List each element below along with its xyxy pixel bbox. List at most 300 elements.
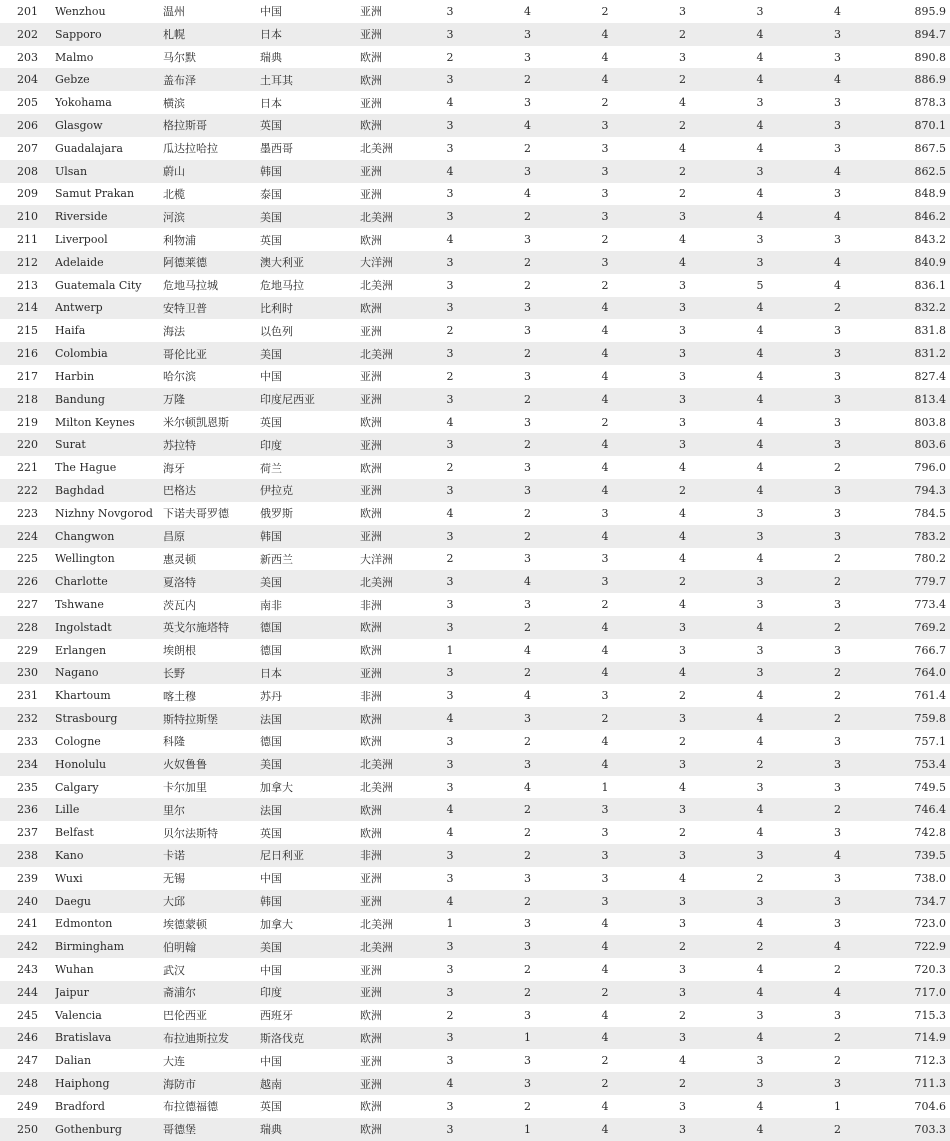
city-en-cell: Bandung: [55, 388, 163, 411]
country-cell: 加拿大: [260, 776, 360, 799]
score-6-cell: 3: [780, 525, 895, 548]
score-3-cell: 2: [585, 1049, 625, 1072]
city-en-cell: Wenzhou: [55, 0, 163, 23]
score-5-cell: 3: [740, 502, 780, 525]
continent-cell: 亚洲: [360, 433, 430, 456]
continent-cell: 北美洲: [360, 570, 430, 593]
score-5-cell: 4: [740, 821, 780, 844]
score-2-cell: 3: [470, 91, 585, 114]
continent-cell: 亚洲: [360, 981, 430, 1004]
score-6-cell: 3: [780, 319, 895, 342]
score-5-cell: 4: [740, 981, 780, 1004]
score-5-cell: 3: [740, 1004, 780, 1027]
continent-cell: 北美洲: [360, 205, 430, 228]
score-3-cell: 4: [585, 753, 625, 776]
score-4-cell: 2: [625, 183, 740, 206]
score-2-cell: 3: [470, 46, 585, 69]
score-3-cell: 4: [585, 525, 625, 548]
rank-cell: 227: [0, 593, 55, 616]
rank-cell: 247: [0, 1049, 55, 1072]
city-cn-cell: 火奴鲁鲁: [163, 753, 260, 776]
score-1-cell: 3: [430, 844, 470, 867]
city-en-cell: Wellington: [55, 548, 163, 571]
score-4-cell: 4: [625, 776, 740, 799]
city-en-cell: Erlangen: [55, 639, 163, 662]
score-6-cell: 3: [780, 23, 895, 46]
country-cell: 中国: [260, 958, 360, 981]
score-3-cell: 3: [585, 821, 625, 844]
score-2-cell: 3: [470, 548, 585, 571]
score-5-cell: 4: [740, 730, 780, 753]
score-1-cell: 4: [430, 890, 470, 913]
score-1-cell: 3: [430, 867, 470, 890]
city-cn-cell: 里尔: [163, 798, 260, 821]
country-cell: 英国: [260, 228, 360, 251]
country-cell: 土耳其: [260, 68, 360, 91]
total-score-cell: 779.7: [895, 570, 950, 593]
score-5-cell: 2: [740, 753, 780, 776]
table-row: [0, 433, 950, 456]
city-en-cell: Jaipur: [55, 981, 163, 1004]
score-1-cell: 3: [430, 251, 470, 274]
city-en-cell: Daegu: [55, 890, 163, 913]
score-3-cell: 2: [585, 593, 625, 616]
score-4-cell: 2: [625, 114, 740, 137]
city-en-cell: Surat: [55, 433, 163, 456]
table-row: [0, 1004, 950, 1027]
total-score-cell: 773.4: [895, 593, 950, 616]
score-3-cell: 3: [585, 867, 625, 890]
table-row: [0, 274, 950, 297]
score-2-cell: 2: [470, 433, 585, 456]
score-3-cell: 4: [585, 297, 625, 320]
score-1-cell: 3: [430, 342, 470, 365]
score-5-cell: 3: [740, 639, 780, 662]
country-cell: 日本: [260, 23, 360, 46]
table-row: [0, 867, 950, 890]
total-score-cell: 895.9: [895, 0, 950, 23]
continent-cell: 欧洲: [360, 114, 430, 137]
score-2-cell: 3: [470, 456, 585, 479]
score-2-cell: 3: [470, 753, 585, 776]
score-6-cell: 2: [780, 616, 895, 639]
score-2-cell: 2: [470, 205, 585, 228]
table-row: [0, 388, 950, 411]
score-2-cell: 3: [470, 365, 585, 388]
score-6-cell: 3: [780, 502, 895, 525]
city-en-cell: Samut Prakan: [55, 183, 163, 206]
score-3-cell: 3: [585, 137, 625, 160]
city-en-cell: Wuhan: [55, 958, 163, 981]
score-2-cell: 3: [470, 913, 585, 936]
continent-cell: 亚洲: [360, 1049, 430, 1072]
score-3-cell: 3: [585, 844, 625, 867]
total-score-cell: 769.2: [895, 616, 950, 639]
city-cn-cell: 盖布泽: [163, 68, 260, 91]
city-en-cell: Baghdad: [55, 479, 163, 502]
continent-cell: 亚洲: [360, 183, 430, 206]
rank-cell: 222: [0, 479, 55, 502]
score-5-cell: 4: [740, 388, 780, 411]
score-1-cell: 3: [430, 593, 470, 616]
total-score-cell: 722.9: [895, 935, 950, 958]
country-cell: 西班牙: [260, 1004, 360, 1027]
country-cell: 危地马拉: [260, 274, 360, 297]
city-en-cell: Birmingham: [55, 935, 163, 958]
city-cn-cell: 伯明翰: [163, 935, 260, 958]
continent-cell: 欧洲: [360, 707, 430, 730]
total-score-cell: 766.7: [895, 639, 950, 662]
score-4-cell: 2: [625, 935, 740, 958]
continent-cell: 亚洲: [360, 662, 430, 685]
continent-cell: 亚洲: [360, 958, 430, 981]
country-cell: 中国: [260, 1049, 360, 1072]
score-4-cell: 3: [625, 616, 740, 639]
score-5-cell: 4: [740, 114, 780, 137]
score-2-cell: 3: [470, 707, 585, 730]
score-4-cell: 3: [625, 433, 740, 456]
score-2-cell: 3: [470, 319, 585, 342]
table-row: [0, 1072, 950, 1095]
score-5-cell: 5: [740, 274, 780, 297]
score-2-cell: 3: [470, 867, 585, 890]
city-en-cell: Khartoum: [55, 684, 163, 707]
continent-cell: 非洲: [360, 593, 430, 616]
score-3-cell: 4: [585, 319, 625, 342]
table-row: [0, 639, 950, 662]
score-4-cell: 3: [625, 639, 740, 662]
city-cn-cell: 海牙: [163, 456, 260, 479]
total-score-cell: 862.5: [895, 160, 950, 183]
table-row: [0, 365, 950, 388]
rank-cell: 237: [0, 821, 55, 844]
score-6-cell: 3: [780, 753, 895, 776]
score-1-cell: 1: [430, 639, 470, 662]
country-cell: 美国: [260, 753, 360, 776]
score-1-cell: 3: [430, 616, 470, 639]
score-1-cell: 3: [430, 0, 470, 23]
city-en-cell: Haiphong: [55, 1072, 163, 1095]
score-3-cell: 4: [585, 23, 625, 46]
city-en-cell: Wuxi: [55, 867, 163, 890]
table-row: [0, 684, 950, 707]
score-2-cell: 2: [470, 68, 585, 91]
score-6-cell: 3: [780, 411, 895, 434]
score-5-cell: 4: [740, 411, 780, 434]
score-6-cell: 3: [780, 433, 895, 456]
total-score-cell: 742.8: [895, 821, 950, 844]
score-1-cell: 2: [430, 46, 470, 69]
score-2-cell: 2: [470, 844, 585, 867]
total-score-cell: 764.0: [895, 662, 950, 685]
score-3-cell: 4: [585, 388, 625, 411]
score-4-cell: 3: [625, 958, 740, 981]
city-en-cell: Ingolstadt: [55, 616, 163, 639]
score-1-cell: 2: [430, 548, 470, 571]
score-3-cell: 2: [585, 707, 625, 730]
score-6-cell: 2: [780, 798, 895, 821]
score-5-cell: 4: [740, 68, 780, 91]
table-row: [0, 479, 950, 502]
total-score-cell: 714.9: [895, 1027, 950, 1050]
continent-cell: 北美洲: [360, 753, 430, 776]
score-4-cell: 3: [625, 844, 740, 867]
continent-cell: 北美洲: [360, 274, 430, 297]
country-cell: 中国: [260, 365, 360, 388]
score-5-cell: 4: [740, 46, 780, 69]
rank-cell: 224: [0, 525, 55, 548]
score-6-cell: 2: [780, 958, 895, 981]
score-6-cell: 3: [780, 1004, 895, 1027]
city-cn-cell: 大连: [163, 1049, 260, 1072]
score-2-cell: 3: [470, 935, 585, 958]
score-4-cell: 2: [625, 23, 740, 46]
rank-cell: 203: [0, 46, 55, 69]
score-4-cell: 4: [625, 1049, 740, 1072]
score-5-cell: 4: [740, 798, 780, 821]
country-cell: 德国: [260, 616, 360, 639]
table-row: [0, 1095, 950, 1118]
score-5-cell: 4: [740, 1095, 780, 1118]
continent-cell: 亚洲: [360, 365, 430, 388]
city-en-cell: Bradford: [55, 1095, 163, 1118]
score-3-cell: 2: [585, 91, 625, 114]
table-row: [0, 228, 950, 251]
country-cell: 印度: [260, 433, 360, 456]
score-5-cell: 4: [740, 319, 780, 342]
score-1-cell: 3: [430, 433, 470, 456]
rank-cell: 239: [0, 867, 55, 890]
table-row: [0, 183, 950, 206]
table-row: [0, 319, 950, 342]
rank-cell: 207: [0, 137, 55, 160]
table-row: [0, 251, 950, 274]
city-en-cell: Dalian: [55, 1049, 163, 1072]
table-row: [0, 1118, 950, 1141]
score-3-cell: 3: [585, 684, 625, 707]
city-en-cell: Nagano: [55, 662, 163, 685]
continent-cell: 亚洲: [360, 890, 430, 913]
score-1-cell: 3: [430, 1095, 470, 1118]
score-1-cell: 3: [430, 730, 470, 753]
score-6-cell: 4: [780, 935, 895, 958]
score-5-cell: 4: [740, 958, 780, 981]
country-cell: 越南: [260, 1072, 360, 1095]
score-5-cell: 4: [740, 1027, 780, 1050]
rank-cell: 234: [0, 753, 55, 776]
rank-cell: 249: [0, 1095, 55, 1118]
total-score-cell: 711.3: [895, 1072, 950, 1095]
score-2-cell: 3: [470, 297, 585, 320]
score-5-cell: 4: [740, 548, 780, 571]
score-4-cell: 3: [625, 707, 740, 730]
score-3-cell: 4: [585, 365, 625, 388]
country-cell: 中国: [260, 0, 360, 23]
score-4-cell: 2: [625, 1072, 740, 1095]
city-cn-cell: 埃朗根: [163, 639, 260, 662]
total-score-cell: 836.1: [895, 274, 950, 297]
city-en-cell: Kano: [55, 844, 163, 867]
table-row: [0, 821, 950, 844]
score-4-cell: 2: [625, 160, 740, 183]
table-row: [0, 844, 950, 867]
score-3-cell: 3: [585, 160, 625, 183]
city-cn-cell: 瓜达拉哈拉: [163, 137, 260, 160]
score-5-cell: 3: [740, 776, 780, 799]
total-score-cell: 734.7: [895, 890, 950, 913]
table-row: [0, 0, 950, 23]
country-cell: 韩国: [260, 160, 360, 183]
city-en-cell: Lille: [55, 798, 163, 821]
score-3-cell: 1: [585, 776, 625, 799]
table-row: [0, 91, 950, 114]
city-cn-cell: 万隆: [163, 388, 260, 411]
total-score-cell: 840.9: [895, 251, 950, 274]
score-4-cell: 3: [625, 913, 740, 936]
score-3-cell: 2: [585, 0, 625, 23]
rank-cell: 229: [0, 639, 55, 662]
rank-cell: 240: [0, 890, 55, 913]
continent-cell: 欧洲: [360, 1027, 430, 1050]
total-score-cell: 827.4: [895, 365, 950, 388]
total-score-cell: 846.2: [895, 205, 950, 228]
city-cn-cell: 斯特拉斯堡: [163, 707, 260, 730]
continent-cell: 亚洲: [360, 23, 430, 46]
total-score-cell: 757.1: [895, 730, 950, 753]
score-4-cell: 3: [625, 1027, 740, 1050]
score-3-cell: 4: [585, 1095, 625, 1118]
total-score-cell: 832.2: [895, 297, 950, 320]
score-2-cell: 2: [470, 958, 585, 981]
continent-cell: 欧洲: [360, 68, 430, 91]
total-score-cell: 803.6: [895, 433, 950, 456]
score-4-cell: 4: [625, 251, 740, 274]
score-5-cell: 2: [740, 867, 780, 890]
score-4-cell: 2: [625, 479, 740, 502]
total-score-cell: 720.3: [895, 958, 950, 981]
rank-cell: 220: [0, 433, 55, 456]
score-3-cell: 4: [585, 935, 625, 958]
score-1-cell: 3: [430, 114, 470, 137]
score-5-cell: 4: [740, 205, 780, 228]
table-row: [0, 593, 950, 616]
rank-cell: 226: [0, 570, 55, 593]
total-score-cell: 759.8: [895, 707, 950, 730]
score-5-cell: 4: [740, 1118, 780, 1141]
score-6-cell: 3: [780, 821, 895, 844]
city-en-cell: Belfast: [55, 821, 163, 844]
score-1-cell: 3: [430, 981, 470, 1004]
table-row: [0, 798, 950, 821]
score-6-cell: 3: [780, 365, 895, 388]
score-5-cell: 4: [740, 433, 780, 456]
city-cn-cell: 无锡: [163, 867, 260, 890]
score-6-cell: 2: [780, 1027, 895, 1050]
table-row: [0, 935, 950, 958]
city-cn-cell: 英戈尔施塔特: [163, 616, 260, 639]
score-1-cell: 3: [430, 137, 470, 160]
table-row: [0, 548, 950, 571]
continent-cell: 北美洲: [360, 342, 430, 365]
city-cn-cell: 札幌: [163, 23, 260, 46]
total-score-cell: 843.2: [895, 228, 950, 251]
score-6-cell: 2: [780, 548, 895, 571]
rank-cell: 201: [0, 0, 55, 23]
city-en-cell: Cologne: [55, 730, 163, 753]
total-score-cell: 717.0: [895, 981, 950, 1004]
score-1-cell: 3: [430, 274, 470, 297]
rank-cell: 232: [0, 707, 55, 730]
table-row: [0, 776, 950, 799]
continent-cell: 大洋洲: [360, 548, 430, 571]
city-cn-cell: 哈尔滨: [163, 365, 260, 388]
table-row: [0, 913, 950, 936]
city-cn-cell: 河滨: [163, 205, 260, 228]
score-4-cell: 3: [625, 798, 740, 821]
country-cell: 俄罗斯: [260, 502, 360, 525]
country-cell: 泰国: [260, 183, 360, 206]
score-1-cell: 4: [430, 1072, 470, 1095]
city-cn-cell: 斋浦尔: [163, 981, 260, 1004]
score-5-cell: 3: [740, 251, 780, 274]
score-1-cell: 3: [430, 1049, 470, 1072]
city-en-cell: Nizhny Novgorod: [55, 502, 163, 525]
city-en-cell: Liverpool: [55, 228, 163, 251]
country-cell: 中国: [260, 867, 360, 890]
continent-cell: 亚洲: [360, 91, 430, 114]
table-row: [0, 23, 950, 46]
score-6-cell: 3: [780, 776, 895, 799]
total-score-cell: 848.9: [895, 183, 950, 206]
score-6-cell: 4: [780, 251, 895, 274]
rank-cell: 250: [0, 1118, 55, 1141]
country-cell: 法国: [260, 707, 360, 730]
country-cell: 德国: [260, 639, 360, 662]
continent-cell: 欧洲: [360, 798, 430, 821]
score-6-cell: 3: [780, 137, 895, 160]
score-1-cell: 3: [430, 1118, 470, 1141]
country-cell: 韩国: [260, 525, 360, 548]
score-6-cell: 2: [780, 456, 895, 479]
score-4-cell: 4: [625, 91, 740, 114]
total-score-cell: 831.2: [895, 342, 950, 365]
table-row: [0, 730, 950, 753]
score-4-cell: 4: [625, 137, 740, 160]
score-4-cell: 3: [625, 890, 740, 913]
score-1-cell: 3: [430, 525, 470, 548]
table-row: [0, 525, 950, 548]
city-en-cell: Sapporo: [55, 23, 163, 46]
table-row: [0, 958, 950, 981]
score-4-cell: 4: [625, 525, 740, 548]
table-row: [0, 502, 950, 525]
country-cell: 法国: [260, 798, 360, 821]
score-4-cell: 3: [625, 46, 740, 69]
city-cn-cell: 科隆: [163, 730, 260, 753]
score-2-cell: 2: [470, 1095, 585, 1118]
score-6-cell: 4: [780, 160, 895, 183]
city-cn-cell: 卡诺: [163, 844, 260, 867]
country-cell: 韩国: [260, 890, 360, 913]
rank-cell: 241: [0, 913, 55, 936]
score-1-cell: 4: [430, 707, 470, 730]
score-2-cell: 2: [470, 616, 585, 639]
rank-cell: 213: [0, 274, 55, 297]
table-row: [0, 570, 950, 593]
total-score-cell: 715.3: [895, 1004, 950, 1027]
continent-cell: 亚洲: [360, 867, 430, 890]
score-5-cell: 4: [740, 137, 780, 160]
